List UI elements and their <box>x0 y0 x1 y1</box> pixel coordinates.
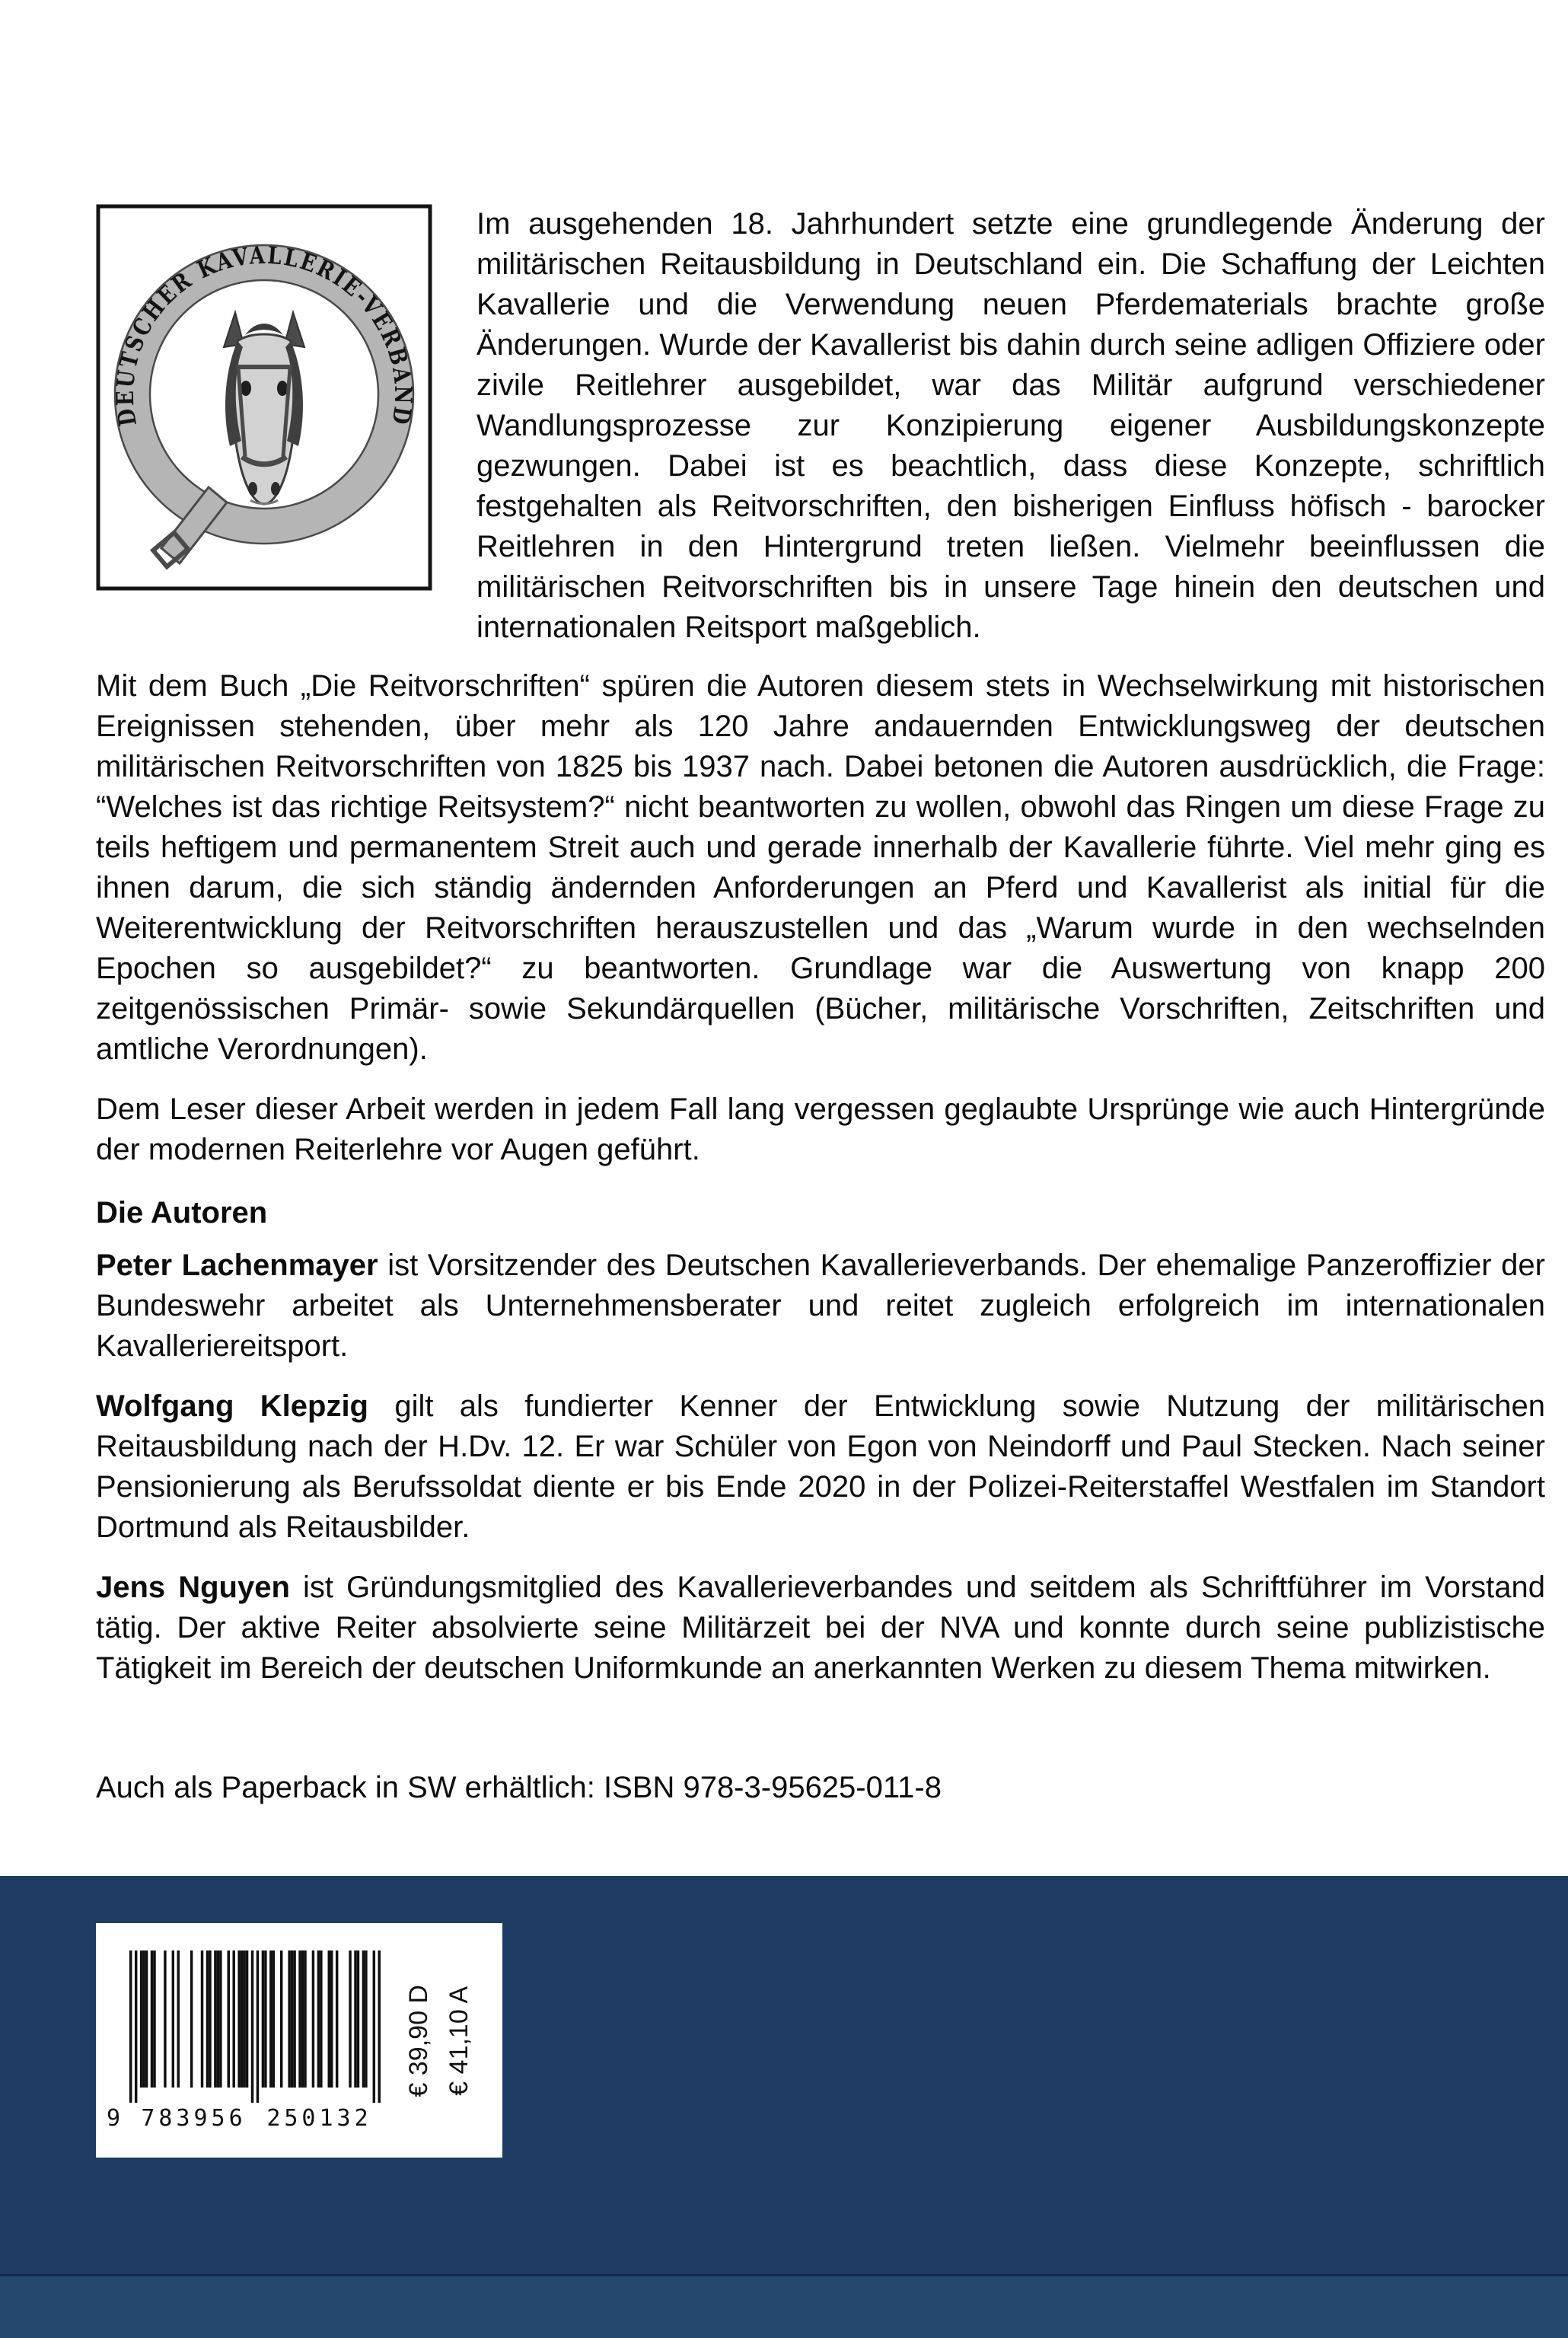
top-row <box>96 204 1545 648</box>
ring-text: DEUTSCHER KAVALLERIE-VERBAND <box>111 241 417 432</box>
band-bottom-strip <box>0 2274 1568 2338</box>
author-text-2: gilt als fundierter Kenner der Entwicklung sowie Nutzung der militärischen Reitausbildung nach der H.Dv. 12. Er war Schüler von Egon von Neindorff und Paul Stecken. Nach seiner Pensionierung als Berufssoldat diente er bis Ende 2020 in der Polizei-Reiterstaffel Westfalen im Standort Dortmund als Reitausbilder. <box>96 1389 1545 1544</box>
barcode-digit-group-right: 250132 <box>266 2105 372 2132</box>
barcode-digits <box>107 2105 382 2132</box>
author-name-3: Jens Nguyen <box>96 1571 290 1604</box>
price-germany: € 39,90 D <box>404 1985 433 2097</box>
author-name-2: Wolfgang Klepzig <box>96 1389 368 1423</box>
author-paragraph-1 <box>96 1246 1545 1367</box>
barcode-digit-group-left: 783956 <box>141 2105 247 2132</box>
author-text-3: ist Gründungsmitglied des Kavallerieverbandes und seitdem als Schriftführer im Vorstand tätig. Der aktive Reiter absolvierte seine Militärzeit bei der NVA und konnte durch seine publizistische Tätigkeit im Bereich der deutschen Uniformkunde an anerkannten Werken zu diesem Thema mitwirken. <box>96 1571 1545 1685</box>
authors-heading: Die Autoren <box>96 1196 268 1230</box>
intro-paragraph: Im ausgehenden 18. Jahrhundert setzte eine grundlegende Änderung der militärischen Reitausbildung in Deutschland ein. Die Schaffung der Leichten Kavallerie und die Verwendung neuen Pferdematerials brachte große Änderungen. Wurde der Kavallerist bis dahin durch seine adligen Offiziere oder zivile Reitlehrer ausgebildet, war das Militär aufgrund verschiedener Wandlungsprozesse zur Konzipierung eigener Ausbildungskonzepte gezwungen. Dabei ist es beachtlich, dass diese Konzepte, schriftlich festgehalten als Reitvorschriften, den bisherigen Einfluss höfisch - barocker Reitlehren in den Hintergrund treten ließen. Vielmehr beeinflussen die militärischen Reitvorschriften bis in unsere Tage hinein den deutschen und internationalen Reitsport maßgeblich. <box>476 207 1545 644</box>
author-paragraph-3 <box>96 1568 1545 1689</box>
price-band <box>0 1876 1568 2338</box>
price-labels <box>382 1935 496 2147</box>
author-paragraph-2 <box>96 1386 1545 1548</box>
body-paragraph-2: Dem Leser dieser Arbeit werden in jedem Fall lang vergessen geglaubte Ursprünge wie auch Hintergründe der modernen Reiterlehre vor Augen geführt. <box>96 1092 1545 1166</box>
ean-barcode <box>107 1950 382 2132</box>
kavallerie-verband-emblem <box>96 204 432 591</box>
publisher-logo <box>96 204 432 591</box>
barcode-panel <box>96 1923 502 2158</box>
barcode-digit-group-lead: 9 <box>107 2105 121 2132</box>
price-austria: € 41,10 A <box>445 1986 473 2096</box>
author-text-1: ist Vorsitzender des Deutschen Kavallerieverbands. Der ehemalige Panzeroffizier der Bundeswehr arbeitet als Unternehmensberater und reitet zugleich erfolgreich im internationalen Kavalleriereitsport. <box>96 1249 1545 1363</box>
author-name-1: Peter Lachenmayer <box>96 1249 378 1282</box>
paperback-isbn-note: Auch als Paperback in SW erhältlich: ISBN 978-3-95625-011-8 <box>96 1771 942 1804</box>
body-paragraph-1: Mit dem Buch „Die Reitvorschriften“ spüren die Autoren diesem stets in Wechselwirkung mit historischen Ereignissen stehenden, über mehr als 120 Jahre andauernden Entwicklungsweg der deutschen militärischen Reitvorschriften von 1825 bis 1937 nach. Dabei betonen die Autoren ausdrücklich, die Frage: “Welches ist das richtige Reitsystem?“ nicht beantworten zu wollen, obwohl das Ringen um diese Frage zu teils heftigem und permanentem Streit auch und gerade innerhalb der Kavallerie führte. Viel mehr ging es ihnen darum, die sich ständig ändernden Anforderungen an Pferd und Kavallerist als initial für die Weiterentwicklung der Reitvorschriften herauszustellen und das „Warum wurde in den wechselnden Epochen so ausgebildet?“ zu beantworten. Grundlage war die Auswertung von knapp 200 zeitgenössischen Primär- sowie Sekundärquellen (Bücher, militärische Vorschriften, Zeitschriften und amtliche Verordnungen). <box>96 669 1545 1066</box>
barcode-bars <box>129 1950 381 2103</box>
